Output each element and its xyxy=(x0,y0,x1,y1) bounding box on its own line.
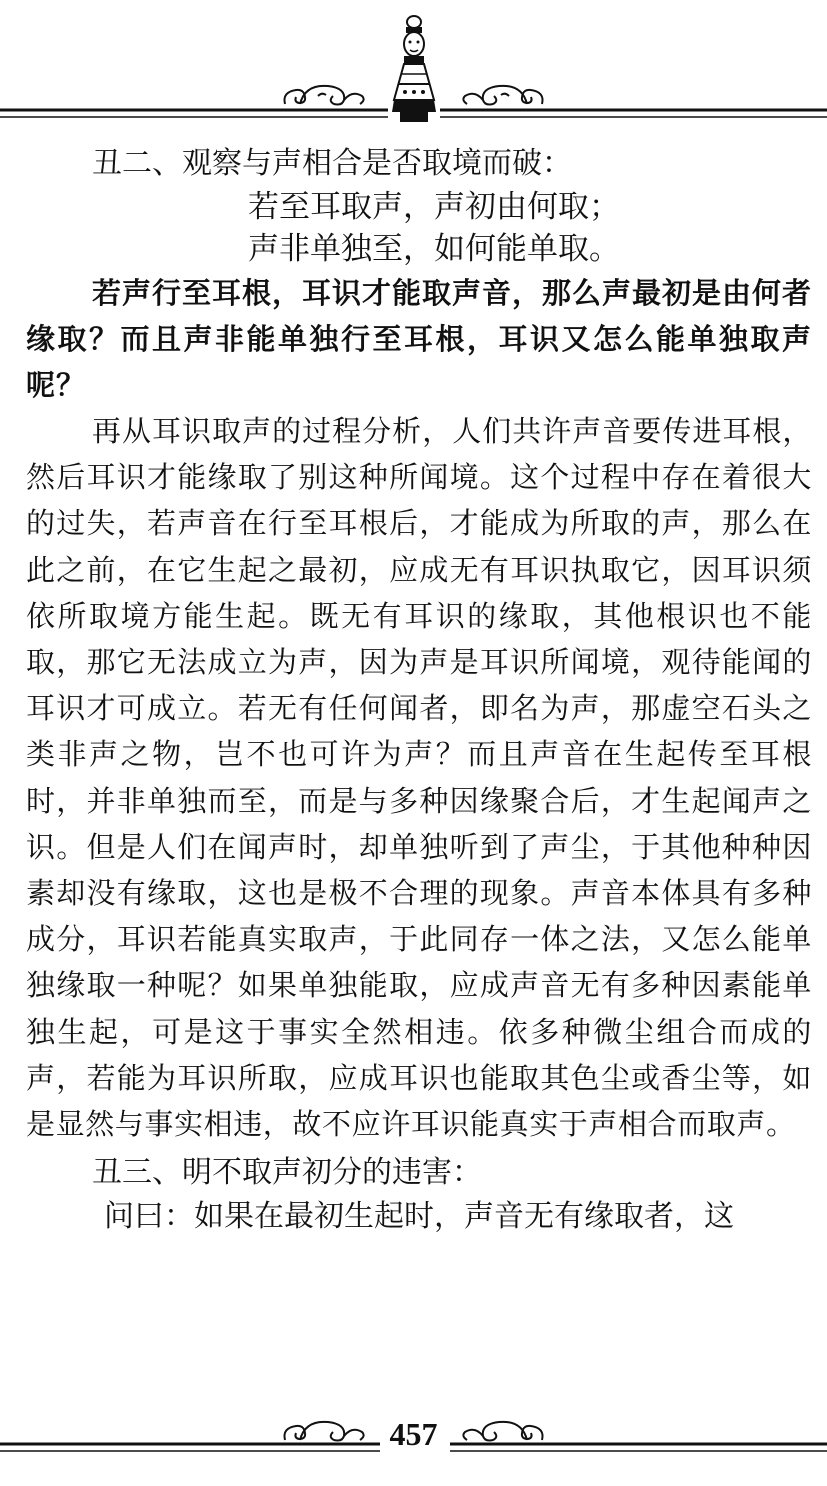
left-cloud-ornament xyxy=(284,86,363,105)
right-cloud-ornament xyxy=(463,86,542,105)
page-number: 457 xyxy=(389,1416,438,1452)
verse-line-1: 若至耳取声，声初由何取； xyxy=(248,189,620,225)
question-line: 问曰：如果在最初生起时，声音无有缘取者，这 xyxy=(104,1199,734,1235)
bell-ornament-icon xyxy=(392,16,436,122)
verse-translation: 若声行至耳根，耳识才能取声音，那么声最初是由何者缘取？而且声非能单独行至耳根，耳识又怎么能单独取声呢？ xyxy=(26,276,813,402)
section-heading-1: 丑二、观察与声相合是否取境而破： xyxy=(92,146,572,181)
page-header-ornament xyxy=(0,0,827,130)
header-border-svg xyxy=(0,0,827,130)
verse-line-2: 声非单独至，如何能单取。 xyxy=(248,231,620,267)
page-content xyxy=(26,142,812,1239)
commentary-paragraph: 再从耳识取声的过程分析，人们共许声音要传进耳根，然后耳识才能缘取了别这种所闻境。这个过程中存在着很大的过失，若声音在行至耳根后，才能成为所取的声，那么在此之前，在它生起之最初，应成无有耳识执取它，因耳识须依所取境方能生起。既无有耳识的缘取，其他根识也不能取，那它无法成立为声，因为声是耳识所闻境，观待能闻的耳识才可成立。若无有任何闻者，即名为声，那虚空石头之类非声之物，岂不也可许为声？而且声音在生起传至耳根时，并非单独而至，而是与多种因缘聚合后，才生起闻声之识。但是人们在闻声时，却单独听到了声尘，于其他种种因素却没有缘取，这也是极不合理的现象。声音本体具有多种成分，耳识若能真实取声，于此同存一体之法，又怎么能单独缘取一种呢？如果单独能取，应成声音无有多种因素能单独生起，可是这于事实全然相违。依多种微尘组合而成的声，若能为耳识所取，应成耳识也能取其色尘或香尘等，如是显然与事实相违，故不应许耳识能真实于声相合而取声。 xyxy=(26,414,812,1142)
section-heading-2: 丑三、明不取声初分的违害： xyxy=(92,1155,482,1191)
